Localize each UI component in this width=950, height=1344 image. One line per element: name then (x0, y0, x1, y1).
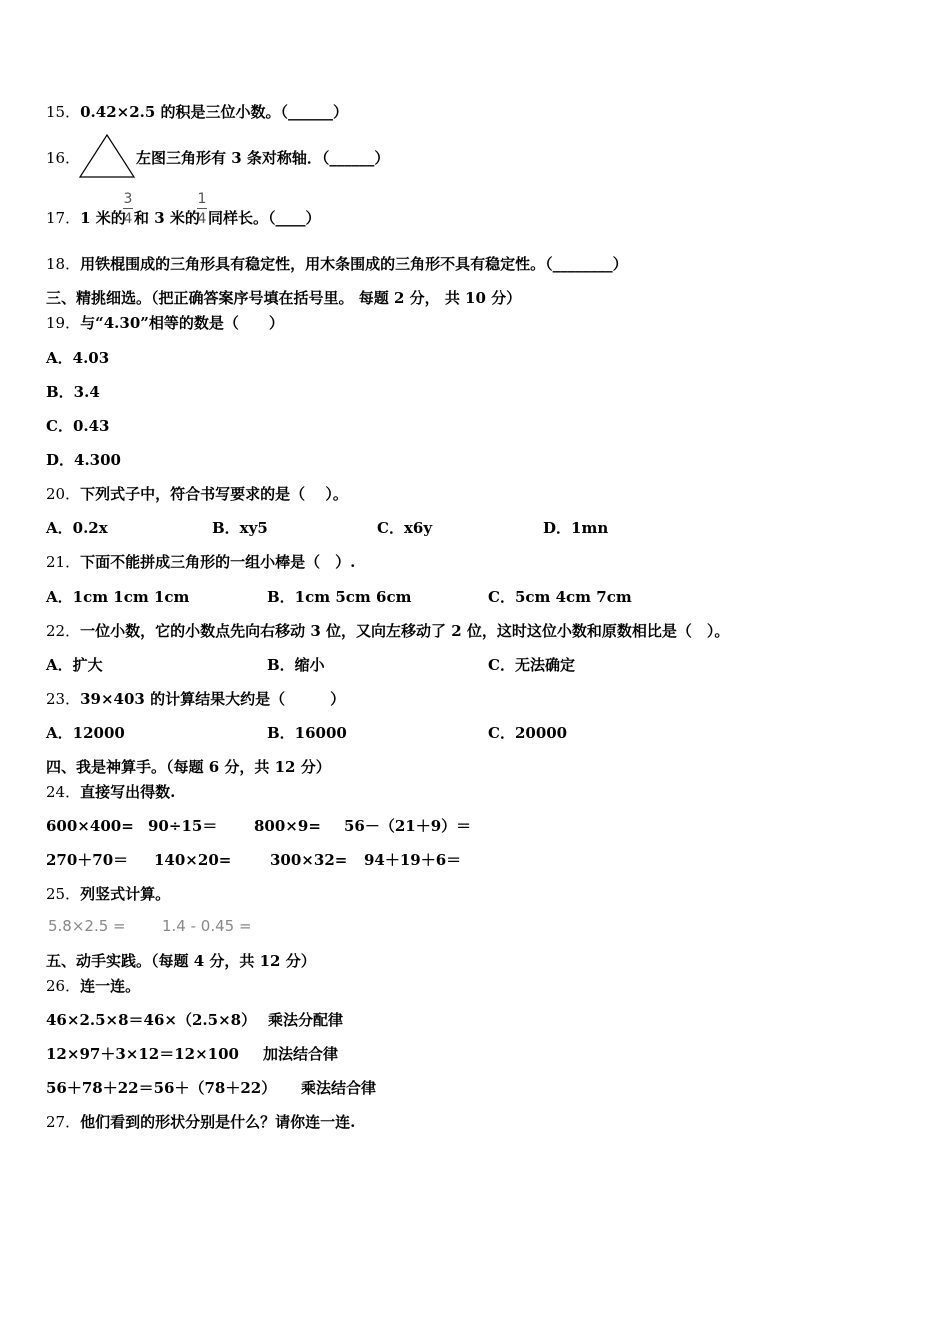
question-26 (46, 976, 140, 996)
calc-item: 90÷15＝ (148, 817, 218, 835)
question-text: 连一连。 (80, 977, 141, 995)
option-b: B．1cm 5cm 6cm (267, 588, 412, 606)
calc-item: 56－（21＋9）＝ (344, 817, 472, 835)
match-left-item: 56＋78＋22＝56＋（78＋22） (46, 1079, 277, 1097)
section-5-heading: 五、动手实践。（每题 4 分，共 12 分） (46, 952, 316, 970)
calc-item: 140×20= (154, 851, 232, 869)
triangle-figure (78, 133, 136, 179)
option-c: C．0.43 (46, 417, 110, 435)
question-text: 列竖式计算。 (80, 885, 171, 903)
question-text: 左图三角形有 3 条对称轴．（______） (136, 149, 390, 167)
option-a: A．12000 (46, 724, 125, 742)
option-d: D．4.300 (46, 451, 121, 469)
question-19 (46, 313, 284, 333)
question-16 (46, 148, 80, 168)
vertical-calc-expr-1: 5.8×2.5 = (48, 917, 126, 935)
calc-item: 600×400= (46, 817, 134, 835)
calc-item: 300×32= (270, 851, 348, 869)
question-17 (46, 208, 126, 228)
option-c: C．20000 (488, 724, 568, 742)
question-text-part2: 和 3 米的 (134, 209, 200, 227)
question-number: 20． (46, 485, 81, 503)
question-24 (46, 782, 175, 802)
option-c: C．5cm 4cm 7cm (488, 588, 632, 606)
question-number: 24． (46, 783, 81, 801)
question-text-part1: 1 米的 (80, 209, 126, 227)
option-b: B．xy5 (212, 519, 268, 537)
fraction-1-numerator: 3 (123, 191, 133, 207)
option-a: A．0.2x (46, 519, 108, 537)
question-number: 19． (46, 314, 81, 332)
calc-item: 270＋70＝ (46, 851, 129, 869)
question-number: 25． (46, 885, 81, 903)
question-18 (46, 254, 628, 274)
question-15 (46, 102, 348, 122)
match-right-item: 乘法分配律 (268, 1011, 344, 1029)
option-b: B．缩小 (267, 656, 325, 674)
fraction-2-denominator: 4 (197, 211, 207, 227)
vertical-calc-expr-2: 1.4 - 0.45 = (162, 917, 252, 935)
calc-item: 94＋19＋6＝ (364, 851, 462, 869)
fraction-bar (123, 208, 133, 209)
question-number: 17． (46, 209, 81, 227)
question-number: 16． (46, 149, 81, 167)
question-number: 18． (46, 255, 81, 273)
option-a: A．1cm 1cm 1cm (46, 588, 190, 606)
match-right-item: 乘法结合律 (301, 1079, 377, 1097)
question-number: 15． (46, 103, 81, 121)
question-text: 与“4.30”相等的数是（ ） (80, 314, 284, 332)
question-number: 22． (46, 622, 81, 640)
question-22 (46, 621, 729, 641)
section-3-heading: 三、精挑细选。（把正确答案序号填在括号里。 每题 2 分， 共 10 分） (46, 289, 522, 307)
calc-item: 800×9= (254, 817, 321, 835)
question-number: 27． (46, 1113, 81, 1131)
question-number: 26． (46, 977, 81, 995)
question-number: 23． (46, 690, 81, 708)
question-25 (46, 884, 170, 904)
question-text: 下列式子中，符合书写要求的是（ ）。 (80, 485, 348, 503)
question-text: 一位小数，它的小数点先向右移动 3 位，又向左移动了 2 位，这时这位小数和原数相比是（ ）。 (80, 622, 730, 640)
option-a: A．扩大 (46, 656, 103, 674)
question-text: 直接写出得数. (80, 783, 176, 801)
match-left-item: 46×2.5×8＝46×（2.5×8） (46, 1011, 257, 1029)
option-c: C．x6y (377, 519, 433, 537)
question-20 (46, 484, 348, 504)
question-text: 0.42×2.5 的积是三位小数。（______） (80, 103, 349, 121)
option-c: C．无法确定 (488, 656, 575, 674)
question-27 (46, 1112, 355, 1132)
question-text: 下面不能拼成三角形的一组小棒是（ ）. (80, 553, 356, 571)
fraction-bar (197, 208, 207, 209)
question-23 (46, 689, 345, 709)
match-left-item: 12×97＋3×12＝12×100 (46, 1045, 239, 1063)
question-text: 用铁棍围成的三角形具有稳定性，用木条围成的三角形不具有稳定性。（________） (80, 255, 628, 273)
option-b: B．16000 (267, 724, 347, 742)
fraction-1-denominator: 4 (123, 211, 133, 227)
fraction-2-numerator: 1 (197, 191, 207, 207)
question-21 (46, 552, 355, 572)
option-d: D．1mn (543, 519, 609, 537)
question-text: 39×403 的计算结果大约是（ ） (80, 690, 346, 708)
question-text: 他们看到的形状分别是什么？请你连一连. (80, 1113, 356, 1131)
section-4-heading: 四、我是神算手。（每题 6 分，共 12 分） (46, 758, 331, 776)
question-number: 21． (46, 553, 81, 571)
match-right-item: 加法结合律 (263, 1045, 339, 1063)
question-text-part3: 同样长。（____） (208, 209, 321, 227)
option-a: A．4.03 (46, 349, 110, 367)
option-b: B．3.4 (46, 383, 100, 401)
